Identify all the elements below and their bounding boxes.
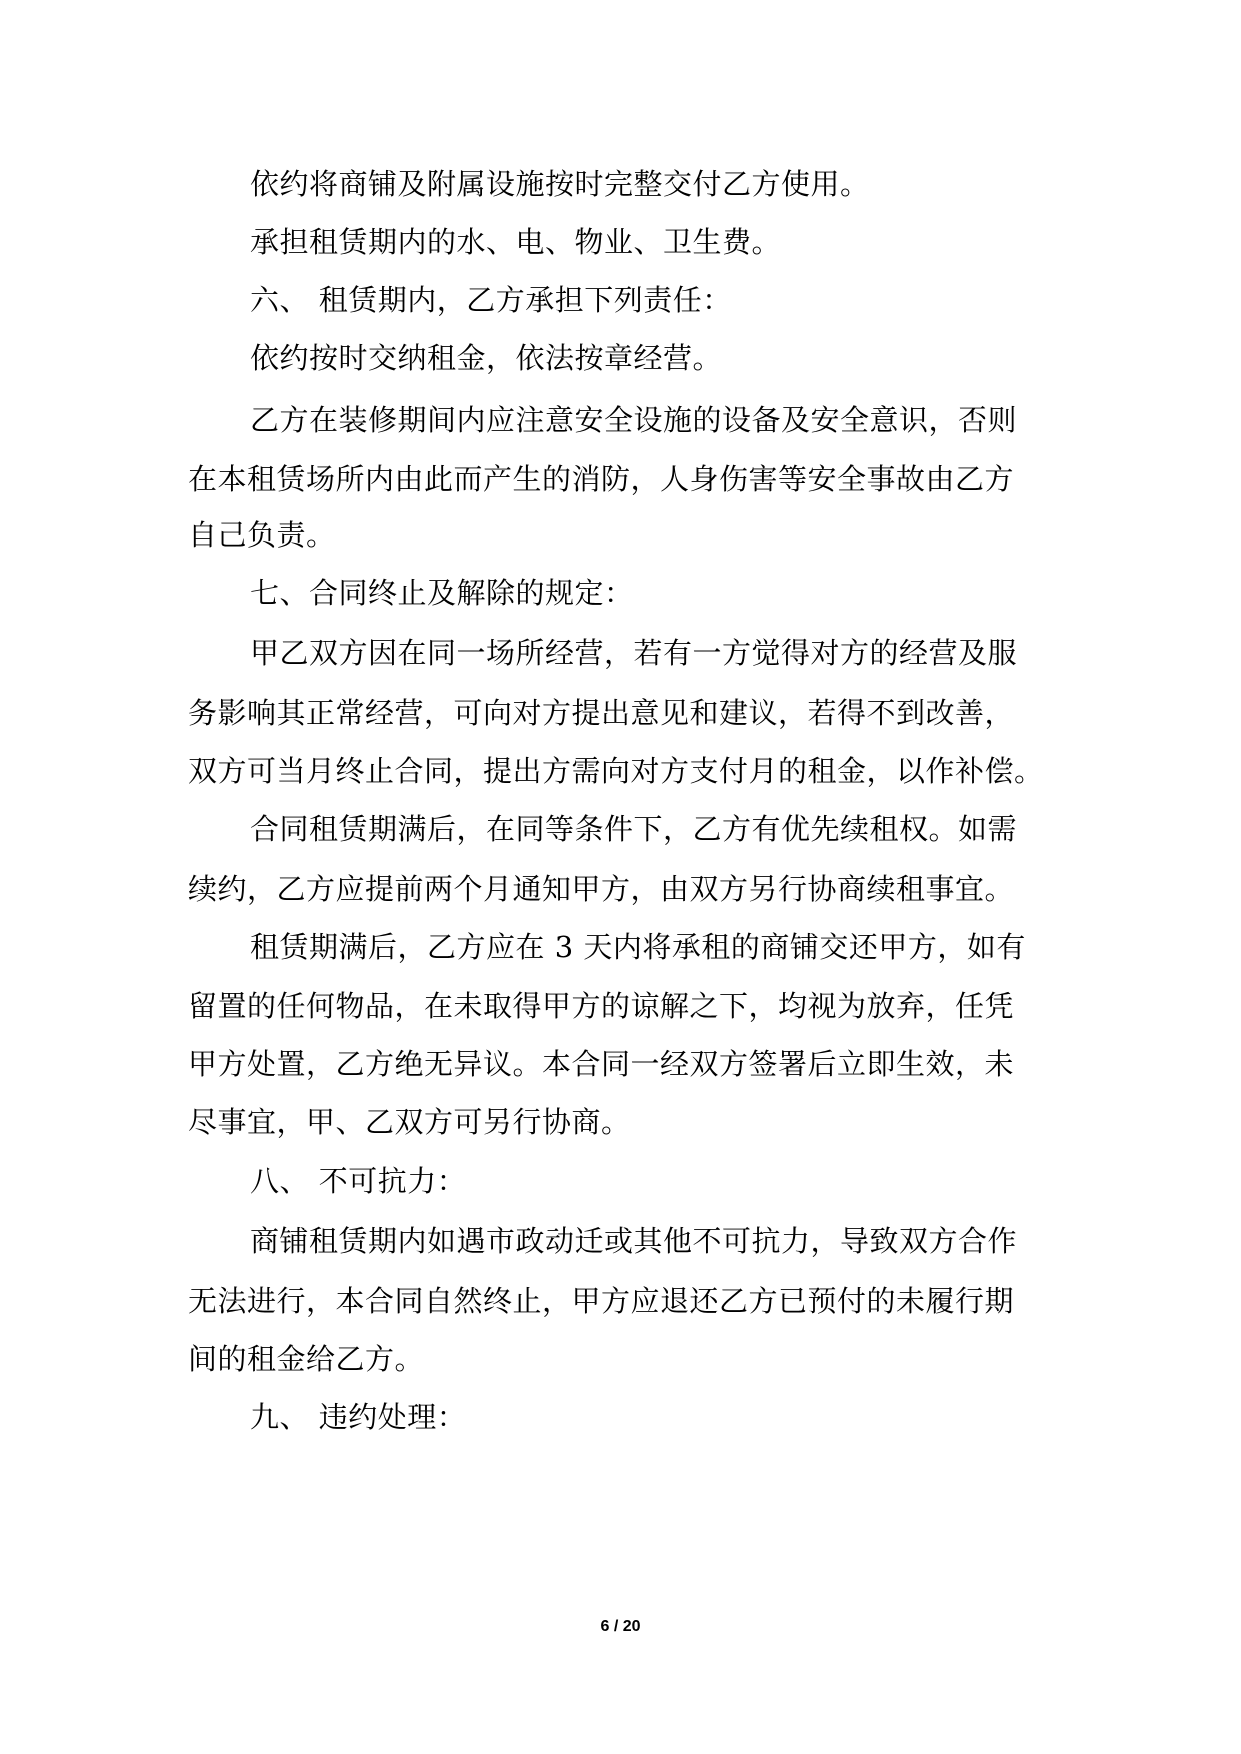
paragraph-line: 甲方处置，乙方绝无异议。本合同一经双方签署后立即生效，未 bbox=[188, 1047, 1015, 1081]
paragraph-line: 尽事宜，甲、乙双方可另行协商。 bbox=[188, 1105, 631, 1139]
paragraph-line: 续约，乙方应提前两个月通知甲方，由双方另行协商续租事宜。 bbox=[188, 872, 1015, 906]
paragraph-line: 无法进行，本合同自然终止，甲方应退还乙方已预付的未履行期 bbox=[188, 1284, 1015, 1318]
paragraph-line: 在本租赁场所内由此而产生的消防，人身伤害等安全事故由乙方 bbox=[188, 462, 1015, 496]
section-heading: 八、 不可抗力： bbox=[250, 1164, 467, 1198]
paragraph-line: 依约按时交纳租金，依法按章经营。 bbox=[250, 341, 723, 375]
paragraph-line: 甲乙双方因在同一场所经营，若有一方觉得对方的经营及服 bbox=[250, 636, 1018, 670]
page-number: 6 / 20 bbox=[600, 1618, 641, 1635]
paragraph-line: 留置的任何物品，在未取得甲方的谅解之下，均视为放弃，任凭 bbox=[188, 989, 1015, 1023]
paragraph-line: 承担租赁期内的水、电、物业、卫生费。 bbox=[250, 225, 782, 259]
paragraph-line: 商铺租赁期内如遇市政动迁或其他不可抗力，导致双方合作 bbox=[250, 1224, 1018, 1258]
paragraph-line: 务影响其正常经营，可向对方提出意见和建议，若得不到改善， bbox=[188, 696, 1015, 730]
paragraph-line: 自己负责。 bbox=[188, 518, 336, 552]
paragraph-line: 合同租赁期满后，在同等条件下，乙方有优先续租权。如需 bbox=[250, 812, 1018, 846]
paragraph-line: 双方可当月终止合同，提出方需向对方支付月的租金，以作补偿。 bbox=[188, 754, 1044, 788]
section-heading: 六、 租赁期内，乙方承担下列责任： bbox=[250, 283, 732, 317]
paragraph-line: 依约将商铺及附属设施按时完整交付乙方使用。 bbox=[250, 167, 870, 201]
section-heading: 九、 违约处理： bbox=[250, 1400, 467, 1434]
paragraph-line: 间的租金给乙方。 bbox=[188, 1342, 425, 1376]
paragraph-line: 租赁期满后，乙方应在 3 天内将承租的商铺交还甲方，如有 bbox=[250, 930, 1026, 964]
paragraph-line: 乙方在装修期间内应注意安全设施的设备及安全意识，否则 bbox=[250, 403, 1018, 437]
section-heading: 七、合同终止及解除的规定： bbox=[250, 576, 634, 610]
